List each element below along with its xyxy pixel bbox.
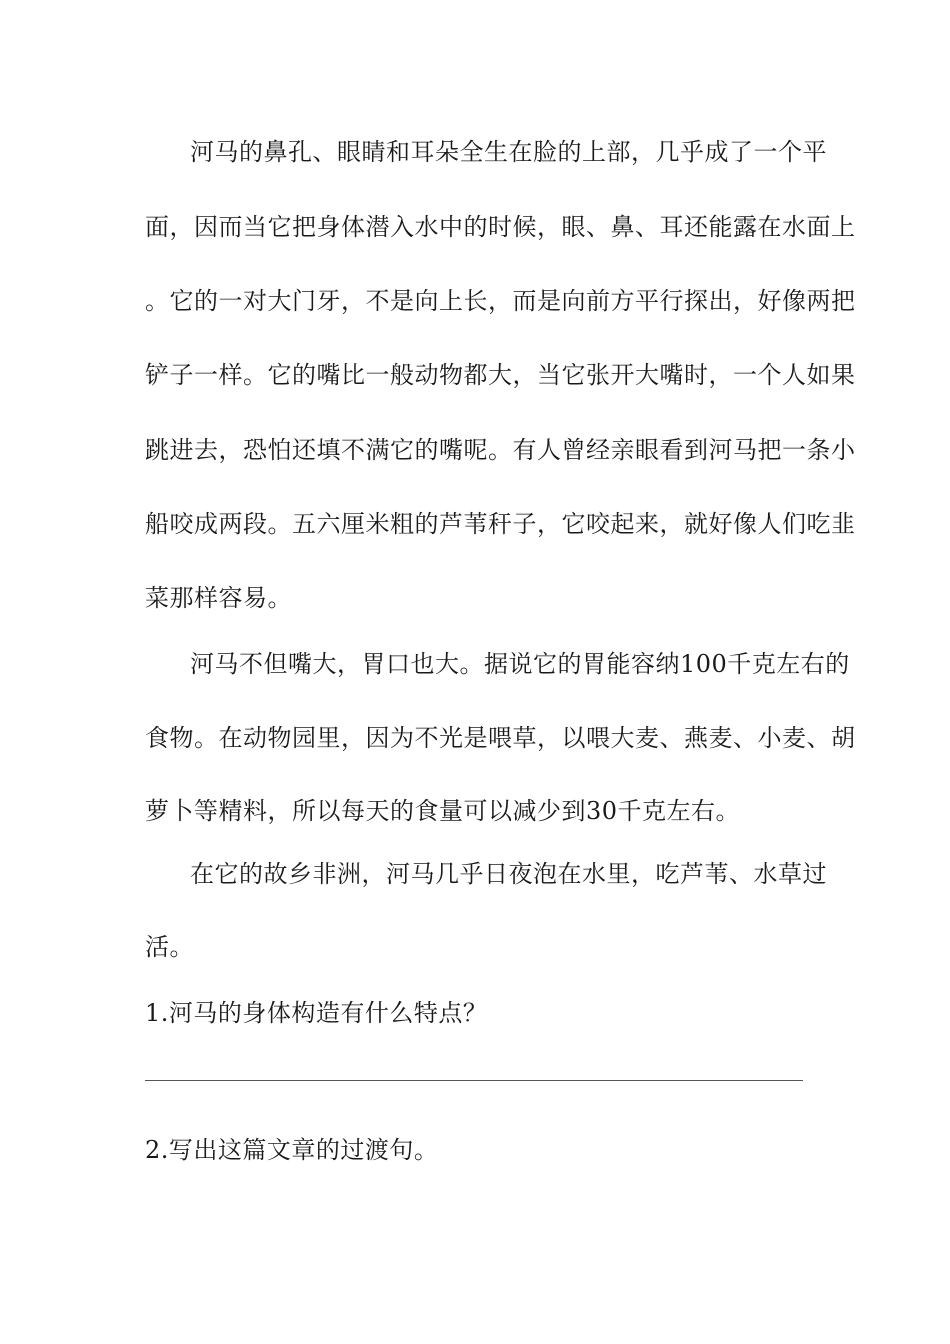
question-1: 1.河马的身体构造有什么特点？	[145, 999, 488, 1027]
passage-line: 铲子一样。它的嘴比一般动物都大，当它张开大嘴时，一个人如果	[145, 361, 856, 389]
passage-line: 食物。在动物园里，因为不光是喂草，以喂大麦、燕麦、小麦、胡	[145, 724, 856, 752]
passage-line: 。它的一对大门牙，不是向上长，而是向前方平行探出，好像两把	[145, 287, 856, 315]
passage-line: 面，因而当它把身体潜入水中的时候，眼、鼻、耳还能露在水面上	[145, 213, 856, 241]
passage-line: 在它的故乡非洲，河马几乎日夜泡在水里，吃芦苇、水草过	[190, 860, 827, 888]
passage-line: 萝卜等精料，所以每天的食量可以减少到30千克左右。	[145, 797, 741, 825]
question-2: 2.写出这篇文章的过渡句。	[145, 1136, 439, 1164]
answer-line[interactable]	[145, 1080, 803, 1081]
passage-line: 船咬成两段。五六厘米粗的芦苇秆子，它咬起来，就好像人们吃韭	[145, 510, 856, 538]
passage-line: 跳进去，恐怕还填不满它的嘴呢。有人曾经亲眼看到河马把一条小	[145, 436, 856, 464]
passage-line: 活。	[145, 933, 194, 961]
passage-line: 河马的鼻孔、眼睛和耳朵全生在脸的上部，几乎成了一个平	[190, 138, 827, 166]
passage-line: 菜那样容易。	[145, 584, 292, 612]
passage-line: 河马不但嘴大，胃口也大。据说它的胃能容纳100千克左右的	[190, 650, 850, 678]
